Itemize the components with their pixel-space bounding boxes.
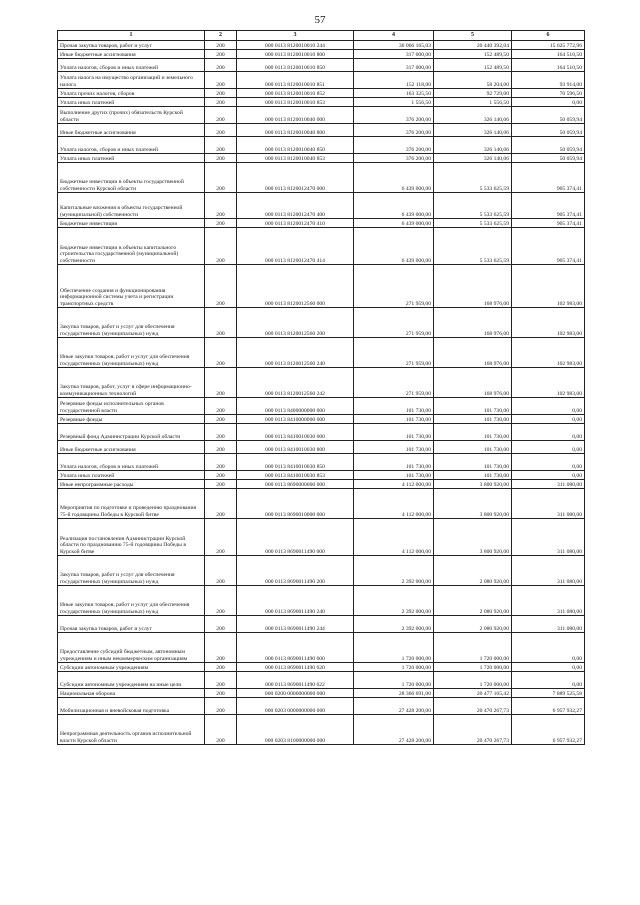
row-unexecuted-amount: 311 080,00 — [512, 616, 585, 633]
table-row — [58, 107, 585, 124]
header-col-1: 1 — [58, 31, 205, 41]
row-plan-amount: 2 392 000,00 — [354, 616, 434, 633]
row-kbk: 000 0113 8120010040 000 — [237, 107, 354, 124]
row-plan-amount: 271 959,00 — [354, 368, 434, 398]
row-kbk: 000 0113 8120010040 850 — [237, 137, 354, 154]
row-plan-amount: 1 720 000,00 — [354, 672, 434, 689]
table-row — [58, 715, 585, 745]
row-kbk: 000 0113 8410010030 000 — [237, 424, 354, 441]
row-unexecuted-amount: 0,00 — [512, 672, 585, 689]
row-kbk: 000 0113 8690000000 000 — [237, 480, 354, 489]
header-col-6: 6 — [512, 31, 585, 41]
table-row — [58, 50, 585, 59]
row-executed-amount: 5 533 625,59 — [434, 163, 512, 193]
row-name: Уплата иных платежей — [58, 471, 205, 480]
row-code: 200 — [205, 265, 237, 308]
row-code: 200 — [205, 672, 237, 689]
row-code: 200 — [205, 338, 237, 368]
row-executed-amount: 152 489,50 — [434, 50, 512, 59]
row-name: Мобилизационная и вневойсковая подготовка — [58, 698, 205, 715]
row-unexecuted-amount: 311 080,00 — [512, 480, 585, 489]
row-executed-amount: 1 720 000,00 — [434, 672, 512, 689]
row-code: 200 — [205, 454, 237, 471]
table-row — [58, 489, 585, 519]
table-row — [58, 663, 585, 672]
row-name: Капитальные вложения в объекты государственной (муниципальной) собственности — [58, 193, 205, 219]
row-name: Прочая закупка товаров, работ и услуг — [58, 41, 205, 50]
table-row — [58, 689, 585, 698]
row-name: Закупка товаров, работ и услуг для обеспечения государственных (муниципальных) нужд — [58, 556, 205, 586]
row-plan-amount: 27 428 200,00 — [354, 715, 434, 745]
row-executed-amount: 101 730,00 — [434, 454, 512, 471]
row-code: 200 — [205, 50, 237, 59]
row-plan-amount: 101 730,00 — [354, 441, 434, 454]
row-executed-amount: 5 533 625,59 — [434, 193, 512, 219]
row-plan-amount: 376 200,00 — [354, 137, 434, 154]
header-col-4: 4 — [354, 31, 434, 41]
table-row — [58, 368, 585, 398]
row-plan-amount: 271 959,00 — [354, 308, 434, 338]
row-kbk: 000 0113 8410010030 850 — [237, 454, 354, 471]
page-number: 57 — [314, 14, 326, 26]
table-row — [58, 137, 585, 154]
row-code: 200 — [205, 193, 237, 219]
row-executed-amount: 2 080 920,00 — [434, 586, 512, 616]
row-code: 200 — [205, 163, 237, 193]
row-name: Иные закупки товаров, работ и услуг для обеспечения государственных (муниципальных) нужд — [58, 338, 205, 368]
table-row — [58, 471, 585, 480]
row-plan-amount: 376 200,00 — [354, 154, 434, 163]
row-unexecuted-amount: 311 080,00 — [512, 556, 585, 586]
row-code: 200 — [205, 124, 237, 137]
row-kbk: 000 0113 8410010030 800 — [237, 441, 354, 454]
row-unexecuted-amount: 102 983,00 — [512, 368, 585, 398]
row-executed-amount: 92 729,00 — [434, 89, 512, 98]
row-executed-amount: 1 720 000,00 — [434, 633, 512, 663]
row-executed-amount: 101 730,00 — [434, 441, 512, 454]
row-code: 200 — [205, 72, 237, 89]
table-row — [58, 89, 585, 98]
row-unexecuted-amount: 905 374,41 — [512, 219, 585, 228]
row-name: Бюджетные инвестиции — [58, 219, 205, 228]
table-row — [58, 124, 585, 137]
row-name: Уплата иных платежей — [58, 154, 205, 163]
table-row — [58, 154, 585, 163]
row-unexecuted-amount: 905 374,41 — [512, 163, 585, 193]
row-plan-amount: 1 556,50 — [354, 98, 434, 107]
table-row — [58, 672, 585, 689]
row-plan-amount: 376 200,00 — [354, 124, 434, 137]
table-row — [58, 586, 585, 616]
row-executed-amount: 168 976,00 — [434, 265, 512, 308]
row-plan-amount: 2 392 000,00 — [354, 586, 434, 616]
row-name: Уплата налогов, сборов и иных платежей — [58, 137, 205, 154]
row-executed-amount: 20 470 267,73 — [434, 698, 512, 715]
row-plan-amount: 1 720 000,00 — [354, 663, 434, 672]
row-code: 200 — [205, 415, 237, 424]
row-kbk: 000 0113 8690011490 622 — [237, 672, 354, 689]
row-executed-amount: 168 976,00 — [434, 338, 512, 368]
row-name: Уплата налога на имущество организаций и земельного налога — [58, 72, 205, 89]
table-row — [58, 41, 585, 50]
row-unexecuted-amount: 6 957 932,27 — [512, 715, 585, 745]
row-name: Бюджетные инвестиции в объекты государственной собственности Курской области — [58, 163, 205, 193]
row-name: Субсидии автономным учреждениям — [58, 663, 205, 672]
row-name: Реализация постановления Администрации Курской области по празднованию 75-й годовщины Победы в Курской битве — [58, 519, 205, 556]
header-col-2: 2 — [205, 31, 237, 41]
row-plan-amount: 27 428 200,00 — [354, 698, 434, 715]
row-unexecuted-amount: 15 625 772,96 — [512, 41, 585, 50]
row-kbk: 000 0203 8100000000 000 — [237, 715, 354, 745]
row-plan-amount: 152 118,00 — [354, 72, 434, 89]
row-code: 200 — [205, 308, 237, 338]
row-kbk: 000 0113 8120012560 240 — [237, 338, 354, 368]
row-code: 200 — [205, 424, 237, 441]
row-kbk: 000 0113 8690011490 000 — [237, 519, 354, 556]
row-kbk: 000 0113 8120010010 851 — [237, 72, 354, 89]
row-plan-amount: 6 439 000,00 — [354, 228, 434, 265]
row-unexecuted-amount: 0,00 — [512, 398, 585, 415]
row-executed-amount: 2 080 920,00 — [434, 616, 512, 633]
row-executed-amount: 168 976,00 — [434, 368, 512, 398]
row-kbk: 000 0113 8120012470 414 — [237, 228, 354, 265]
row-kbk: 000 0113 8690011490 244 — [237, 616, 354, 633]
row-name: Обеспечение создания и функционирования информационной системы учета и регистрации транспортных средств — [58, 265, 205, 308]
row-name: Иные бюджетные ассигнования — [58, 50, 205, 59]
row-kbk: 000 0113 8120010010 244 — [237, 41, 354, 50]
row-executed-amount: 326 140,06 — [434, 137, 512, 154]
row-kbk: 000 0113 8120012560 200 — [237, 308, 354, 338]
row-executed-amount: 152 489,50 — [434, 59, 512, 72]
row-plan-amount: 36 066 165,03 — [354, 41, 434, 50]
row-code: 200 — [205, 689, 237, 698]
table-row — [58, 98, 585, 107]
row-kbk: 000 0113 8410000000 000 — [237, 415, 354, 424]
table-row — [58, 454, 585, 471]
row-kbk: 000 0113 8120010010 850 — [237, 59, 354, 72]
row-unexecuted-amount: 164 510,50 — [512, 59, 585, 72]
row-plan-amount: 101 730,00 — [354, 454, 434, 471]
row-code: 200 — [205, 59, 237, 72]
row-kbk: 000 0113 8410010030 853 — [237, 471, 354, 480]
row-unexecuted-amount: 50 059,94 — [512, 124, 585, 137]
row-unexecuted-amount: 311 080,00 — [512, 519, 585, 556]
row-executed-amount: 326 140,06 — [434, 107, 512, 124]
row-plan-amount: 317 000,00 — [354, 59, 434, 72]
table-row — [58, 556, 585, 586]
row-executed-amount: 101 730,00 — [434, 424, 512, 441]
row-kbk: 000 0113 8120010010 852 — [237, 89, 354, 98]
row-name: Национальная оборона — [58, 689, 205, 698]
row-code: 200 — [205, 137, 237, 154]
row-plan-amount: 101 730,00 — [354, 398, 434, 415]
table-row — [58, 308, 585, 338]
row-plan-amount: 101 730,00 — [354, 415, 434, 424]
row-code: 200 — [205, 219, 237, 228]
row-unexecuted-amount: 905 374,41 — [512, 228, 585, 265]
row-plan-amount: 376 200,00 — [354, 107, 434, 124]
row-plan-amount: 4 112 000,00 — [354, 480, 434, 489]
row-code: 200 — [205, 89, 237, 98]
row-unexecuted-amount: 102 983,00 — [512, 265, 585, 308]
row-plan-amount: 271 959,00 — [354, 265, 434, 308]
row-name: Уплата иных платежей — [58, 98, 205, 107]
table-row — [58, 616, 585, 633]
row-executed-amount: 20 477 165,42 — [434, 689, 512, 698]
row-unexecuted-amount: 0,00 — [512, 415, 585, 424]
row-unexecuted-amount: 6 957 932,27 — [512, 698, 585, 715]
row-plan-amount: 1 720 000,00 — [354, 633, 434, 663]
table-body — [58, 41, 585, 745]
row-unexecuted-amount: 311 080,00 — [512, 586, 585, 616]
row-plan-amount: 101 730,00 — [354, 424, 434, 441]
row-executed-amount: 101 730,00 — [434, 415, 512, 424]
row-kbk: 000 0113 8120012560 242 — [237, 368, 354, 398]
table-row — [58, 338, 585, 368]
row-kbk: 000 0203 0000000000 000 — [237, 698, 354, 715]
row-executed-amount: 326 140,06 — [434, 124, 512, 137]
row-code: 200 — [205, 368, 237, 398]
row-name: Прочая закупка товаров, работ и услуг — [58, 616, 205, 633]
row-executed-amount: 5 533 625,59 — [434, 219, 512, 228]
row-plan-amount: 28 366 691,00 — [354, 689, 434, 698]
row-name: Уплата налогов, сборов и иных платежей — [58, 454, 205, 471]
row-name: Выполнение других (прочих) обязательств Курской области — [58, 107, 205, 124]
row-executed-amount: 5 533 625,59 — [434, 228, 512, 265]
row-plan-amount: 271 959,00 — [354, 338, 434, 368]
table-row — [58, 59, 585, 72]
row-name: Иные непрограммные расходы — [58, 480, 205, 489]
row-name: Субсидии автономным учреждениям на иные цели — [58, 672, 205, 689]
row-name: Резервный фонд Администрации Курской области — [58, 424, 205, 441]
row-unexecuted-amount: 50 059,94 — [512, 137, 585, 154]
row-code: 200 — [205, 616, 237, 633]
row-unexecuted-amount: 0,00 — [512, 98, 585, 107]
row-code: 200 — [205, 480, 237, 489]
row-unexecuted-amount: 7 889 525,58 — [512, 689, 585, 698]
budget-table — [57, 30, 585, 745]
row-name: Непрограммная деятельность органов исполнительной власти Курской области — [58, 715, 205, 745]
row-code: 200 — [205, 519, 237, 556]
row-name: Бюджетные инвестиции в объекты капитального строительства государственной (муниципальной) собственности — [58, 228, 205, 265]
row-code: 200 — [205, 107, 237, 124]
table-row — [58, 398, 585, 415]
row-plan-amount: 163 325,50 — [354, 89, 434, 98]
row-unexecuted-amount: 70 596,50 — [512, 89, 585, 98]
row-unexecuted-amount: 93 914,00 — [512, 72, 585, 89]
row-name: Предоставление субсидий бюджетным, автономным учреждениям и иным некоммерческим организациям — [58, 633, 205, 663]
row-name: Иные бюджетные ассигнования — [58, 124, 205, 137]
row-kbk: 000 0113 8690010000 000 — [237, 489, 354, 519]
row-unexecuted-amount: 0,00 — [512, 441, 585, 454]
row-executed-amount: 2 080 920,00 — [434, 556, 512, 586]
row-code: 200 — [205, 633, 237, 663]
row-executed-amount: 20 440 392,04 — [434, 41, 512, 50]
row-unexecuted-amount: 0,00 — [512, 633, 585, 663]
row-executed-amount: 326 140,06 — [434, 154, 512, 163]
row-kbk: 000 0113 8690011490 200 — [237, 556, 354, 586]
row-kbk: 000 0113 8120010010 800 — [237, 50, 354, 59]
row-kbk: 000 0113 8690011490 240 — [237, 586, 354, 616]
row-unexecuted-amount: 50 059,94 — [512, 107, 585, 124]
row-executed-amount: 101 730,00 — [434, 398, 512, 415]
row-kbk: 000 0113 8120012470 410 — [237, 219, 354, 228]
table-row — [58, 441, 585, 454]
row-plan-amount: 4 112 000,00 — [354, 519, 434, 556]
table-row — [58, 163, 585, 193]
row-kbk: 000 0113 8400000000 000 — [237, 398, 354, 415]
row-code: 200 — [205, 154, 237, 163]
row-code: 200 — [205, 228, 237, 265]
row-kbk: 000 0113 8120012560 000 — [237, 265, 354, 308]
row-kbk: 000 0113 8120010040 853 — [237, 154, 354, 163]
row-kbk: 000 0113 8120010040 800 — [237, 124, 354, 137]
row-kbk: 000 0113 8120012470 000 — [237, 163, 354, 193]
row-name: Резервные фонды — [58, 415, 205, 424]
row-code: 200 — [205, 715, 237, 745]
row-plan-amount: 6 439 000,00 — [354, 163, 434, 193]
row-plan-amount: 317 000,00 — [354, 50, 434, 59]
table-row — [58, 480, 585, 489]
row-executed-amount: 20 470 267,73 — [434, 715, 512, 745]
row-unexecuted-amount: 0,00 — [512, 471, 585, 480]
table-row — [58, 219, 585, 228]
row-plan-amount: 2 392 000,00 — [354, 556, 434, 586]
row-name: Мероприятия по подготовке и проведению празднования 75-й годовщины Победы в Курской битве — [58, 489, 205, 519]
row-kbk: 000 0113 8690011490 600 — [237, 633, 354, 663]
row-name: Резервные фонды исполнительных органов государственной власти — [58, 398, 205, 415]
table-row — [58, 519, 585, 556]
row-name: Иные бюджетные ассигнования — [58, 441, 205, 454]
row-executed-amount: 1 556,50 — [434, 98, 512, 107]
table-row — [58, 415, 585, 424]
table-row — [58, 265, 585, 308]
row-executed-amount: 1 720 000,00 — [434, 663, 512, 672]
header-row — [58, 31, 585, 41]
row-code: 200 — [205, 556, 237, 586]
row-executed-amount: 3 800 920,00 — [434, 519, 512, 556]
row-name: Закупка товаров, работ, услуг в сфере информационно-коммуникационных технологий — [58, 368, 205, 398]
row-unexecuted-amount: 50 059,94 — [512, 154, 585, 163]
row-executed-amount: 58 204,00 — [434, 72, 512, 89]
row-code: 200 — [205, 471, 237, 480]
row-code: 200 — [205, 441, 237, 454]
row-unexecuted-amount: 0,00 — [512, 454, 585, 471]
table-row — [58, 72, 585, 89]
row-executed-amount: 101 730,00 — [434, 471, 512, 480]
row-executed-amount: 168 976,00 — [434, 308, 512, 338]
row-kbk: 000 0113 8690011490 620 — [237, 663, 354, 672]
row-code: 200 — [205, 398, 237, 415]
row-executed-amount: 3 800 920,00 — [434, 489, 512, 519]
row-unexecuted-amount: 102 983,00 — [512, 338, 585, 368]
row-name: Закупка товаров, работ и услуг для обеспечения государственных (муниципальных) нужд — [58, 308, 205, 338]
row-unexecuted-amount: 164 510,50 — [512, 50, 585, 59]
row-code: 200 — [205, 698, 237, 715]
row-kbk: 000 0113 8120010010 853 — [237, 98, 354, 107]
row-name: Иные закупки товаров, работ и услуг для обеспечения государственных (муниципальных) нужд — [58, 586, 205, 616]
row-plan-amount: 4 112 000,00 — [354, 489, 434, 519]
row-unexecuted-amount: 0,00 — [512, 663, 585, 672]
row-kbk: 000 0113 8120012470 400 — [237, 193, 354, 219]
row-plan-amount: 101 730,00 — [354, 471, 434, 480]
row-name: Уплата прочих налогов, сборов — [58, 89, 205, 98]
table-row — [58, 698, 585, 715]
table-row — [58, 228, 585, 265]
row-unexecuted-amount: 102 983,00 — [512, 308, 585, 338]
row-unexecuted-amount: 311 080,00 — [512, 489, 585, 519]
header-col-3: 3 — [237, 31, 354, 41]
row-unexecuted-amount: 0,00 — [512, 424, 585, 441]
row-code: 200 — [205, 586, 237, 616]
row-code: 200 — [205, 663, 237, 672]
row-code: 200 — [205, 41, 237, 50]
row-plan-amount: 6 439 000,00 — [354, 193, 434, 219]
row-code: 200 — [205, 98, 237, 107]
header-col-5: 5 — [434, 31, 512, 41]
row-unexecuted-amount: 905 374,41 — [512, 193, 585, 219]
row-name: Уплата налогов, сборов и иных платежей — [58, 59, 205, 72]
row-code: 200 — [205, 489, 237, 519]
table-row — [58, 424, 585, 441]
row-kbk: 000 0200 0000000000 000 — [237, 689, 354, 698]
table-row — [58, 193, 585, 219]
row-plan-amount: 6 439 000,00 — [354, 219, 434, 228]
table-row — [58, 633, 585, 663]
row-executed-amount: 3 800 920,00 — [434, 480, 512, 489]
